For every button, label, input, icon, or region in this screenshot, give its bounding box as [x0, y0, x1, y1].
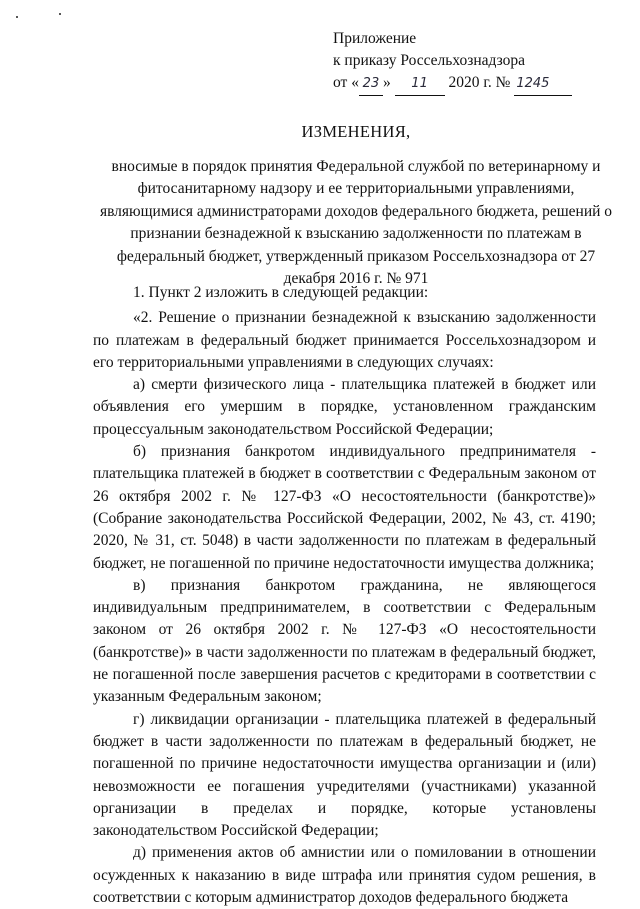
- paragraph-subclause-v: в) признания банкротом гражданина, не являющегося индивидуальным предпринимателем, в соответствии с Федеральным законом от 26 октября 2002 г. № 127-ФЗ «О несостоятельности (банкротстве)» в части задолженности по платежам в федеральный бюджет, не погашенной после завершения расчетов с кредиторами в соответствии с указанным Федеральным законом;: [93, 576, 596, 706]
- document-title: ИЗМЕНЕНИЯ,: [301, 122, 411, 141]
- paragraph-item-1: 1. Пункт 2 изложить в следующей редакции:: [133, 284, 429, 301]
- order-number: 1245: [514, 73, 572, 96]
- paragraph-subclause-g: г) ликвидации организации - плательщика платежей в федеральный бюджет в части задолженности по платежам в федеральный бюджет, не погашенной по причине недостаточности имущества организации и (или) невозможности ее погашения учредителями (участниками) указанной организации в пределах и порядке, которые установлены законодательством Российской Федерации;: [93, 710, 596, 840]
- document-title-block: [96, 121, 616, 291]
- date-day: 23: [359, 73, 383, 96]
- date-year: 2020 г. №: [448, 74, 511, 91]
- date-prefix: от «: [333, 74, 359, 91]
- paragraph-subclause-b: б) признания банкротом индивидуального предпринимателя - плательщика платежей в бюджет в соответствии с Федеральным законом от 26 октября 2002 г. № 127-ФЗ «О несостоятельности (банкротстве)» (Собрание законодательства Российской Федерации, 2002, № 43, ст. 4190; 2020, № 31, ст. 5048) в части задолженности по платежам в федеральный бюджет, не погашенной по причине недостаточности имущества должника;: [93, 443, 596, 572]
- document-subtitle: вносимые в порядок принятия Федеральной службой по ветеринарному и фитосанитарному надзору и ее территориальными управлениями, являющимися администраторами доходов федерального бюджета, решений о признании безнадежной к взысканию задолженности по платежам в федеральный бюджет, утвержденный приказом Россельхознадзора от 27 декабря 2016 г. № 971: [99, 157, 613, 287]
- paragraph-subclause-a: а) смерти физического лица - плательщика платежей в бюджет или объявления его умершим в порядке, установленном гражданским процессуальным законодательством Российской Федерации;: [93, 376, 596, 438]
- appendix-label: Приложение: [333, 30, 417, 47]
- order-reference: к приказу Россельхознадзора: [333, 52, 526, 69]
- paragraph-clause-2: «2. Решение о признании безнадежной к взысканию задолженности по платежам в федеральный бюджет принимается Россельхознадзором и его территориальными управлениями в следующих случаях:: [93, 309, 596, 371]
- scan-speck: [59, 13, 61, 15]
- date-mid: »: [382, 74, 391, 91]
- paragraph-subclause-d: д) применения актов об амнистии или о помиловании в отношении осужденных к наказанию в виде штрафа или принятия судом решения, в соответствии с которым администратор доходов федерального бюджета: [93, 844, 596, 907]
- date-month: 11: [395, 73, 445, 96]
- order-date-line: [333, 72, 572, 96]
- scan-speck: [16, 16, 18, 18]
- appendix-header: [333, 28, 572, 96]
- document-body: [93, 282, 596, 909]
